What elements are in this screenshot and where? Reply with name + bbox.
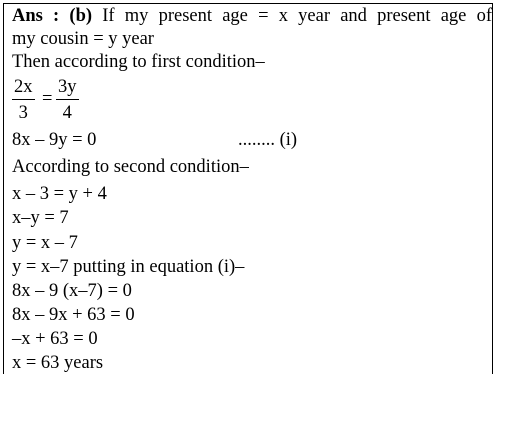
fraction-left-bar <box>12 99 35 100</box>
answer-intro-line1 <box>12 5 492 27</box>
fraction-left <box>12 76 35 124</box>
step-line: –x + 63 = 0 <box>12 329 98 349</box>
step-line: y = x – 7 <box>12 233 78 253</box>
answer-prefix: Ans : (b) <box>12 6 93 26</box>
answer-intro-line2: my cousin = y year <box>12 29 154 49</box>
equation-1: 8x – 9y = 0 <box>12 130 97 150</box>
step-line: y = x–7 putting in equation (i)– <box>12 257 245 277</box>
fraction-right-numerator: 3y <box>58 77 77 97</box>
second-condition-label: According to second condition– <box>12 157 249 177</box>
fraction-right <box>56 76 79 124</box>
step-line: x–y = 7 <box>12 208 69 228</box>
fraction-left-numerator: 2x <box>14 77 33 97</box>
answer-box <box>3 3 493 374</box>
answer-intro-text: If my present age = x year and present age of <box>102 6 493 26</box>
fraction-right-bar <box>56 99 79 100</box>
fraction-left-denominator: 3 <box>18 103 28 123</box>
first-condition-label: Then according to first condition– <box>12 52 265 72</box>
equation-1-tag: ........ (i) <box>238 130 298 150</box>
step-line: x – 3 = y + 4 <box>12 184 107 204</box>
answer-intro <box>12 5 492 27</box>
step-line: 8x – 9 (x–7) = 0 <box>12 281 132 301</box>
fraction-right-denominator: 4 <box>62 103 72 123</box>
step-line: x = 63 years <box>12 353 104 373</box>
step-line: 8x – 9x + 63 = 0 <box>12 305 135 325</box>
equals-sign: = <box>42 89 53 109</box>
